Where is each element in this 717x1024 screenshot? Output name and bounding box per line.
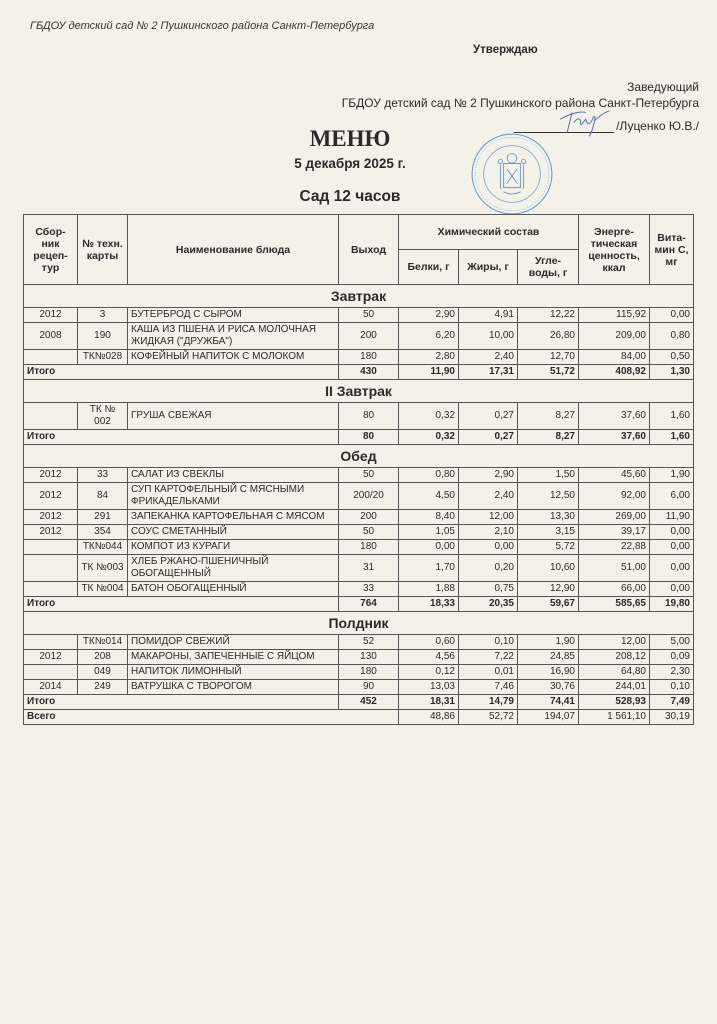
col-header-vitc: Вита-мин С, мг — [650, 215, 694, 285]
grand-total-energy: 1 561,10 — [579, 710, 650, 725]
carbs-cell: 16,90 — [518, 665, 579, 680]
vitc-cell: 11,90 — [650, 510, 694, 525]
tech-card-cell: 208 — [78, 650, 128, 665]
collection-cell: 2012 — [24, 650, 78, 665]
subtotal-output: 452 — [339, 695, 399, 710]
section-header-row — [24, 380, 694, 403]
carbs-cell: 30,76 — [518, 680, 579, 695]
signature — [554, 104, 614, 138]
dish-name-cell: МАКАРОНЫ, ЗАПЕЧЕННЫЕ С ЯЙЦОМ — [128, 650, 339, 665]
fat-cell: 7,22 — [459, 650, 518, 665]
section-header-row — [24, 285, 694, 308]
output-cell: 52 — [339, 635, 399, 650]
output-cell: 180 — [339, 350, 399, 365]
output-cell: 200/20 — [339, 483, 399, 510]
protein-cell: 4,50 — [399, 483, 459, 510]
vitc-cell: 2,30 — [650, 665, 694, 680]
subtotal-label: Итого — [24, 365, 339, 380]
subtotal-row — [24, 597, 694, 612]
fat-cell: 0,10 — [459, 635, 518, 650]
protein-cell: 8,40 — [399, 510, 459, 525]
subtotal-protein: 11,90 — [399, 365, 459, 380]
vitc-cell: 0,00 — [650, 582, 694, 597]
approver-position: Заведующий — [627, 80, 699, 94]
dish-row — [24, 680, 694, 695]
vitc-cell: 5,00 — [650, 635, 694, 650]
dish-name-cell: САЛАТ ИЗ СВЕКЛЫ — [128, 468, 339, 483]
col-header-output: Выход — [339, 215, 399, 285]
collection-cell — [24, 665, 78, 680]
collection-cell: 2014 — [24, 680, 78, 695]
energy-cell: 84,00 — [579, 350, 650, 365]
collection-cell — [24, 582, 78, 597]
carbs-cell: 10,60 — [518, 555, 579, 582]
subtotal-carbs: 59,67 — [518, 597, 579, 612]
col-header-chem: Химический состав — [399, 215, 579, 250]
signature-block — [514, 114, 699, 133]
subtotal-row — [24, 430, 694, 445]
energy-cell: 208,12 — [579, 650, 650, 665]
tech-card-cell: 3 — [78, 308, 128, 323]
energy-cell: 51,00 — [579, 555, 650, 582]
collection-cell: 2012 — [24, 525, 78, 540]
energy-cell: 39,17 — [579, 525, 650, 540]
output-cell: 130 — [339, 650, 399, 665]
organization-header: ГБДОУ детский сад № 2 Пушкинского района Санкт-Петербурга — [30, 20, 375, 32]
energy-cell: 269,00 — [579, 510, 650, 525]
vitc-cell: 0,09 — [650, 650, 694, 665]
dish-row — [24, 582, 694, 597]
dish-name-cell: КАША ИЗ ПШЕНА И РИСА МОЛОЧНАЯ ЖИДКАЯ ("ДРУЖБА") — [128, 323, 339, 350]
signature-line — [514, 114, 614, 133]
grand-total-protein: 48,86 — [399, 710, 459, 725]
subtotal-vitc: 19,80 — [650, 597, 694, 612]
dish-row — [24, 323, 694, 350]
dish-row — [24, 525, 694, 540]
energy-cell: 37,60 — [579, 403, 650, 430]
subtotal-protein: 18,31 — [399, 695, 459, 710]
output-cell: 180 — [339, 665, 399, 680]
output-cell: 50 — [339, 308, 399, 323]
protein-cell: 1,70 — [399, 555, 459, 582]
dish-name-cell: ВАТРУШКА С ТВОРОГОМ — [128, 680, 339, 695]
section-header-row — [24, 612, 694, 635]
carbs-cell: 5,72 — [518, 540, 579, 555]
subtotal-carbs: 74,41 — [518, 695, 579, 710]
col-header-card: № техн. карты — [78, 215, 128, 285]
energy-cell: 12,00 — [579, 635, 650, 650]
collection-cell — [24, 555, 78, 582]
vitc-cell: 6,00 — [650, 483, 694, 510]
dish-row — [24, 665, 694, 680]
fat-cell: 2,10 — [459, 525, 518, 540]
subtotal-output: 80 — [339, 430, 399, 445]
collection-cell: 2012 — [24, 468, 78, 483]
grand-total-vitc: 30,19 — [650, 710, 694, 725]
dish-row — [24, 403, 694, 430]
subtotal-output: 764 — [339, 597, 399, 612]
protein-cell: 2,90 — [399, 308, 459, 323]
protein-cell: 0,00 — [399, 540, 459, 555]
dish-name-cell: ЗАПЕКАНКА КАРТОФЕЛЬНАЯ С МЯСОМ — [128, 510, 339, 525]
energy-cell: 244,01 — [579, 680, 650, 695]
protein-cell: 4,56 — [399, 650, 459, 665]
dish-name-cell: ХЛЕБ РЖАНО-ПШЕНИЧНЫЙ ОБОГАЩЕННЫЙ — [128, 555, 339, 582]
carbs-cell: 26,80 — [518, 323, 579, 350]
tech-card-cell: 249 — [78, 680, 128, 695]
subtotal-protein: 0,32 — [399, 430, 459, 445]
section-title: Обед — [24, 445, 694, 468]
tech-card-cell: 33 — [78, 468, 128, 483]
vitc-cell: 0,10 — [650, 680, 694, 695]
fat-cell: 0,27 — [459, 403, 518, 430]
dish-row — [24, 468, 694, 483]
energy-cell: 64,80 — [579, 665, 650, 680]
fat-cell: 4,91 — [459, 308, 518, 323]
carbs-cell: 8,27 — [518, 403, 579, 430]
collection-cell — [24, 635, 78, 650]
subtotal-energy: 585,65 — [579, 597, 650, 612]
carbs-cell: 12,90 — [518, 582, 579, 597]
subtotal-protein: 18,33 — [399, 597, 459, 612]
dish-row — [24, 650, 694, 665]
dish-name-cell: ГРУША СВЕЖАЯ — [128, 403, 339, 430]
signer-name: /Луценко Ю.В./ — [616, 119, 699, 133]
protein-cell: 6,20 — [399, 323, 459, 350]
vitc-cell: 0,80 — [650, 323, 694, 350]
collection-cell: 2012 — [24, 308, 78, 323]
output-cell: 80 — [339, 403, 399, 430]
fat-cell: 7,46 — [459, 680, 518, 695]
approval-label: Утверждаю — [473, 44, 538, 56]
subtotal-fat: 14,79 — [459, 695, 518, 710]
menu-date: 5 декабря 2025 г. — [294, 156, 406, 171]
section-title: Полдник — [24, 612, 694, 635]
output-cell: 33 — [339, 582, 399, 597]
subtotal-fat: 20,35 — [459, 597, 518, 612]
tech-card-cell: ТК № 002 — [78, 403, 128, 430]
col-header-carbs: Угле-воды, г — [518, 250, 579, 285]
collection-cell — [24, 540, 78, 555]
collection-cell: 2012 — [24, 510, 78, 525]
tech-card-cell: 190 — [78, 323, 128, 350]
energy-cell: 115,92 — [579, 308, 650, 323]
tech-card-cell: ТК№028 — [78, 350, 128, 365]
collection-cell — [24, 350, 78, 365]
fat-cell: 0,01 — [459, 665, 518, 680]
tech-card-cell: ТК№044 — [78, 540, 128, 555]
col-header-protein: Белки, г — [399, 250, 459, 285]
fat-cell: 0,75 — [459, 582, 518, 597]
dish-row — [24, 510, 694, 525]
subtotal-energy: 37,60 — [579, 430, 650, 445]
fat-cell: 0,00 — [459, 540, 518, 555]
dish-row — [24, 308, 694, 323]
protein-cell: 0,60 — [399, 635, 459, 650]
output-cell: 50 — [339, 468, 399, 483]
collection-cell — [24, 403, 78, 430]
protein-cell: 2,80 — [399, 350, 459, 365]
output-cell: 200 — [339, 510, 399, 525]
carbs-cell: 12,70 — [518, 350, 579, 365]
dish-name-cell: СОУС СМЕТАННЫЙ — [128, 525, 339, 540]
protein-cell: 0,32 — [399, 403, 459, 430]
protein-cell: 13,03 — [399, 680, 459, 695]
tech-card-cell: 049 — [78, 665, 128, 680]
subtotal-row — [24, 695, 694, 710]
subtotal-energy: 408,92 — [579, 365, 650, 380]
col-header-energy: Энерге-тическая ценность, ккал — [579, 215, 650, 285]
subtotal-vitc: 7,49 — [650, 695, 694, 710]
carbs-cell: 24,85 — [518, 650, 579, 665]
tech-card-cell: ТК №004 — [78, 582, 128, 597]
dish-name-cell: КОФЕЙНЫЙ НАПИТОК С МОЛОКОМ — [128, 350, 339, 365]
subtotal-vitc: 1,30 — [650, 365, 694, 380]
dish-row — [24, 483, 694, 510]
fat-cell: 2,90 — [459, 468, 518, 483]
protein-cell: 0,12 — [399, 665, 459, 680]
section-title: Завтрак — [24, 285, 694, 308]
vitc-cell: 0,00 — [650, 525, 694, 540]
energy-cell: 66,00 — [579, 582, 650, 597]
subtotal-row — [24, 365, 694, 380]
output-cell: 200 — [339, 323, 399, 350]
subtotal-output: 430 — [339, 365, 399, 380]
menu-subtitle: Сад 12 часов — [299, 188, 401, 205]
protein-cell: 0,80 — [399, 468, 459, 483]
dish-row — [24, 555, 694, 582]
section-title: II Завтрак — [24, 380, 694, 403]
subtotal-label: Итого — [24, 597, 339, 612]
output-cell: 50 — [339, 525, 399, 540]
dish-row — [24, 350, 694, 365]
subtotal-fat: 17,31 — [459, 365, 518, 380]
carbs-cell: 1,90 — [518, 635, 579, 650]
fat-cell: 2,40 — [459, 483, 518, 510]
carbs-cell: 12,50 — [518, 483, 579, 510]
dish-name-cell: НАПИТОК ЛИМОННЫЙ — [128, 665, 339, 680]
dish-name-cell: КОМПОТ ИЗ КУРАГИ — [128, 540, 339, 555]
tech-card-cell: 84 — [78, 483, 128, 510]
vitc-cell: 0,00 — [650, 308, 694, 323]
carbs-cell: 3,15 — [518, 525, 579, 540]
dish-name-cell: БАТОН ОБОГАЩЕННЫЙ — [128, 582, 339, 597]
tech-card-cell: ТК№014 — [78, 635, 128, 650]
tech-card-cell: ТК №003 — [78, 555, 128, 582]
subtotal-vitc: 1,60 — [650, 430, 694, 445]
vitc-cell: 1,90 — [650, 468, 694, 483]
vitc-cell: 0,00 — [650, 555, 694, 582]
output-cell: 90 — [339, 680, 399, 695]
subtotal-label: Итого — [24, 695, 339, 710]
col-header-collection: Сбор-ник рецеп-тур — [24, 215, 78, 285]
dish-name-cell: СУП КАРТОФЕЛЬНЫЙ С МЯСНЫМИ ФРИКАДЕЛЬКАМИ — [128, 483, 339, 510]
collection-cell: 2008 — [24, 323, 78, 350]
tech-card-cell: 291 — [78, 510, 128, 525]
fat-cell: 0,20 — [459, 555, 518, 582]
subtotal-carbs: 51,72 — [518, 365, 579, 380]
tech-card-cell: 354 — [78, 525, 128, 540]
energy-cell: 45,60 — [579, 468, 650, 483]
vitc-cell: 0,00 — [650, 540, 694, 555]
protein-cell: 1,88 — [399, 582, 459, 597]
fat-cell: 10,00 — [459, 323, 518, 350]
vitc-cell: 1,60 — [650, 403, 694, 430]
dish-row — [24, 635, 694, 650]
dish-name-cell: ПОМИДОР СВЕЖИЙ — [128, 635, 339, 650]
approver-organization: ГБДОУ детский сад № 2 Пушкинского района Санкт-Петербурга — [341, 96, 699, 110]
dish-row — [24, 540, 694, 555]
subtotal-energy: 528,93 — [579, 695, 650, 710]
section-header-row — [24, 445, 694, 468]
subtotal-label: Итого — [24, 430, 339, 445]
subtotal-carbs: 8,27 — [518, 430, 579, 445]
energy-cell: 209,00 — [579, 323, 650, 350]
output-cell: 31 — [339, 555, 399, 582]
carbs-cell: 13,30 — [518, 510, 579, 525]
vitc-cell: 0,50 — [650, 350, 694, 365]
col-header-fat: Жиры, г — [459, 250, 518, 285]
menu-table — [23, 214, 694, 725]
menu-title: МЕНЮ — [309, 126, 391, 151]
dish-name-cell: БУТЕРБРОД С СЫРОМ — [128, 308, 339, 323]
protein-cell: 1,05 — [399, 525, 459, 540]
grand-total-row — [24, 710, 694, 725]
grand-total-carbs: 194,07 — [518, 710, 579, 725]
energy-cell: 22,88 — [579, 540, 650, 555]
carbs-cell: 12,22 — [518, 308, 579, 323]
energy-cell: 92,00 — [579, 483, 650, 510]
collection-cell: 2012 — [24, 483, 78, 510]
col-header-name: Наименование блюда — [128, 215, 339, 285]
carbs-cell: 1,50 — [518, 468, 579, 483]
menu-table-body — [24, 285, 694, 725]
grand-total-label: Всего — [24, 710, 399, 725]
fat-cell: 2,40 — [459, 350, 518, 365]
grand-total-fat: 52,72 — [459, 710, 518, 725]
output-cell: 180 — [339, 540, 399, 555]
subtotal-fat: 0,27 — [459, 430, 518, 445]
fat-cell: 12,00 — [459, 510, 518, 525]
official-stamp — [470, 132, 554, 216]
